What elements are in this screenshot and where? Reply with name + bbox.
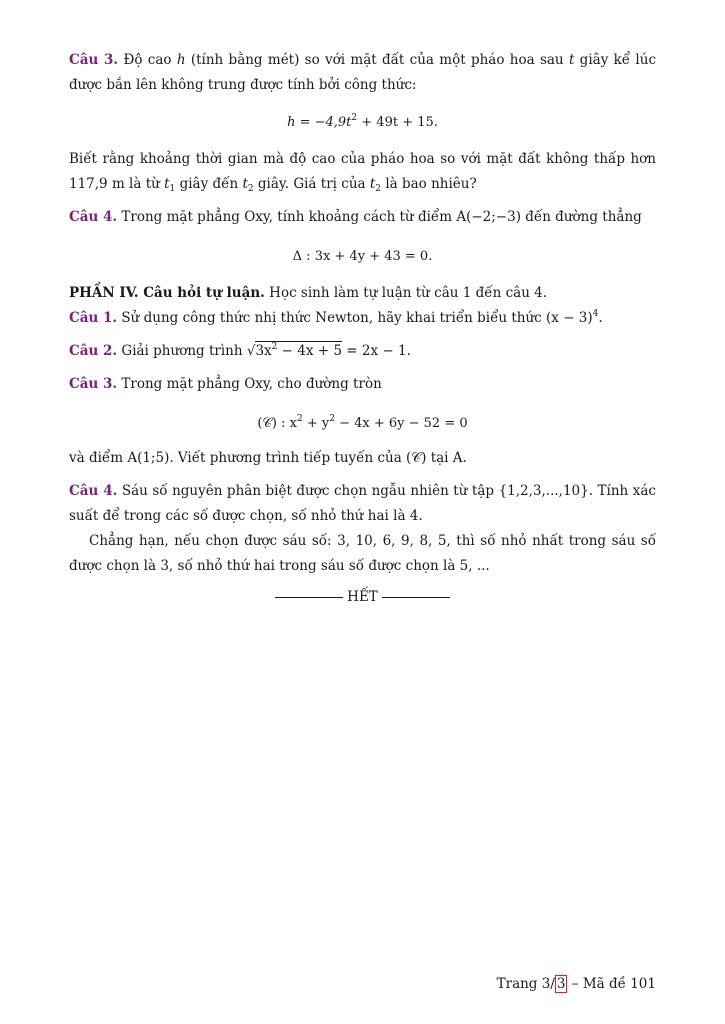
sqrt-radicand (255, 341, 342, 359)
q3-var-h: h (176, 52, 186, 68)
page-footer (497, 976, 656, 992)
q3-t2b: t (369, 176, 376, 192)
q3-text-4: Biết rằng khoảng thời gian mà độ cao của pháo hoa so với mặt đất không thấp hơn 117,9 m là từ (69, 151, 656, 192)
q3-formula-rest: + 49t + 15. (357, 115, 438, 130)
essay-1-exp: 4 (592, 309, 599, 319)
q4-formula: Δ : 3x + 4y + 43 = 0. (292, 249, 433, 264)
essay-1-end: . (598, 310, 603, 326)
essay-1-label: Câu 1. (69, 310, 118, 326)
page-content (69, 48, 656, 610)
part-4-text: Học sinh làm tự luận từ câu 1 đến câu 4. (264, 285, 548, 301)
essay-2-text: Giải phương trình (121, 343, 247, 359)
q3-text-3: giây kể lúc được bắn lên không trung được tính bởi công thức: (69, 52, 656, 93)
e3-formula-a: (𝒞) : x (257, 416, 297, 431)
e3-formula-c: − 4x + 6y − 52 = 0 (334, 416, 468, 431)
sqrt-sign: √ (246, 343, 256, 359)
footer-prefix: Trang 3/ (496, 976, 555, 992)
e3-formula-exp1: 2 (296, 414, 303, 424)
q3-formula-exp: 2 (351, 113, 358, 123)
q3-text-2: (tính bằng mét) so với mặt đất của một pháo hoa sau (185, 52, 569, 68)
q3-t2-sub: 2 (247, 184, 254, 194)
q3-t2: t (242, 176, 248, 192)
footer-suffix: – Mã đề 101 (567, 976, 656, 992)
question-4-text (69, 205, 656, 230)
q3-text-7: là bao nhiêu? (381, 176, 477, 192)
q3-t1-sub: 1 (169, 184, 176, 194)
essay-3-label: Câu 3. (69, 376, 118, 392)
question-3-label: Câu 3. (69, 52, 119, 68)
essay-2 (69, 339, 656, 364)
question-4-label: Câu 4. (69, 209, 118, 225)
q3-text-1: Độ cao (123, 52, 177, 68)
q3-formula (69, 110, 656, 135)
question-3-text (69, 48, 656, 98)
question-3-text-2 (69, 147, 656, 197)
essay-3-text: Trong mặt phẳng Oxy, cho đường tròn (121, 376, 382, 392)
q3-text-5: giây đến (175, 176, 243, 192)
essay-2-label: Câu 2. (69, 343, 118, 359)
essay-1-text: Sử dụng công thức nhị thức Newton, hãy khai triển biểu thức (x − 3) (121, 310, 593, 326)
q3-formula-main: h = −4,9t (287, 115, 352, 130)
q3-t2b-sub: 2 (375, 184, 382, 194)
end-rule-right (382, 597, 450, 598)
essay-2-rhs: = 2x − 1. (341, 343, 411, 359)
q4-text: Trong mặt phẳng Oxy, tính khoảng cách từ điểm A(−2;−3) đến đường thẳng (121, 209, 642, 225)
essay-1 (69, 306, 656, 331)
essay-3 (69, 372, 656, 397)
q3-text-6: giây. Giá trị của (253, 176, 370, 192)
end-text: HẾT (347, 589, 378, 605)
end-marker (69, 585, 656, 610)
footer-total-pages: 3 (556, 976, 566, 992)
essay-4-example: Chẳng hạn, nếu chọn được sáu số: 3, 10, 6, 9, 8, 5, thì số nhỏ nhất trong sáu số được chọn là 3, số nhỏ thứ hai trong sáu số được chọn là 5, ... (69, 533, 656, 574)
essay-4-text: Sáu số nguyên phân biệt được chọn ngẫu nhiên từ tập {1,2,3,...,10}. Tính xác suất để trong các số được chọn, số nhỏ thứ hai là 4. (69, 483, 656, 524)
essay-3-text-2: và điểm A(1;5). Viết phương trình tiếp tuyến của (𝒞) tại A. (69, 450, 467, 466)
radicand-exp: 2 (271, 342, 278, 352)
part-4-heading (69, 281, 656, 306)
radicand-a: 3x (255, 343, 272, 359)
part-4-title: PHẦN IV. Câu hỏi tự luận. (69, 285, 265, 301)
q3-t1: t (164, 176, 170, 192)
e3-formula-b: + y (302, 416, 330, 431)
q3-var-t: t (568, 52, 575, 68)
end-rule-left (275, 597, 343, 598)
radicand-b: − 4x + 5 (277, 343, 342, 359)
essay-4 (69, 479, 656, 529)
e3-formula-exp2: 2 (329, 414, 335, 424)
essay-4-label: Câu 4. (69, 483, 118, 499)
essay-3-formula (69, 411, 656, 436)
